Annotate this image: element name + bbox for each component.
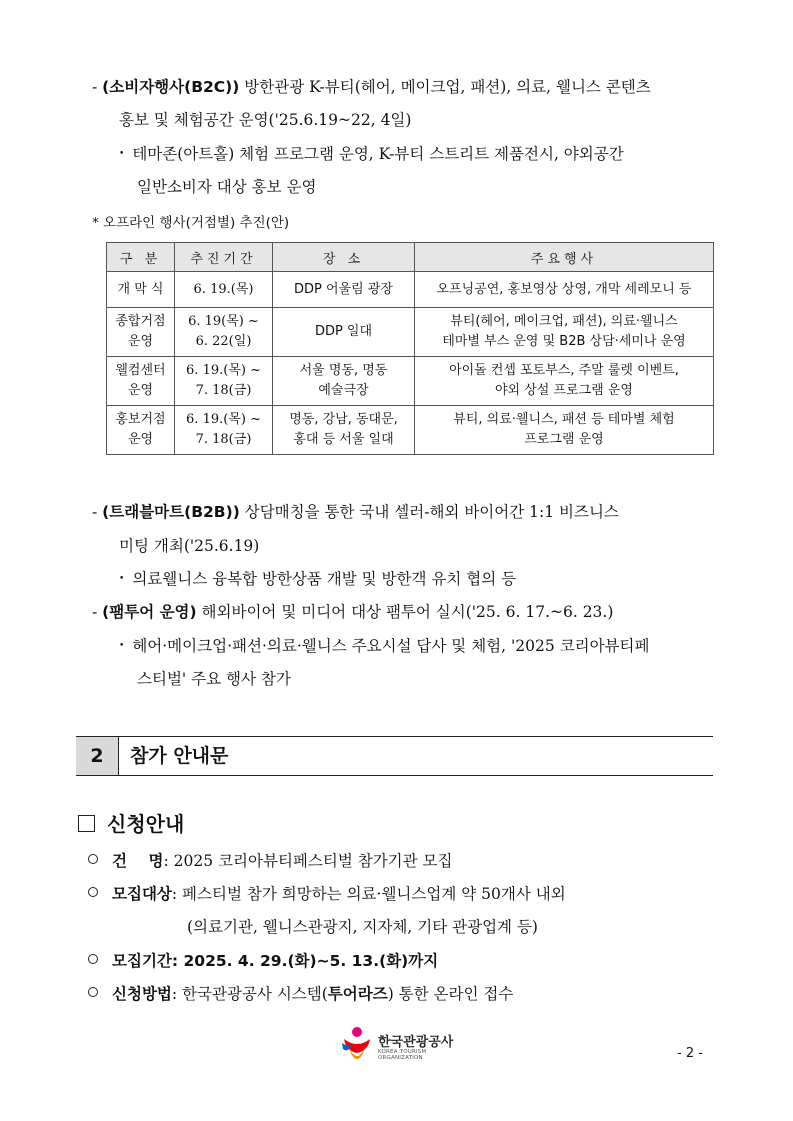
cell-period: 7. 18(금) bbox=[195, 432, 252, 447]
apply-heading-line bbox=[78, 811, 184, 837]
section-number: 2 bbox=[76, 737, 119, 775]
cell-category: 종합거점 bbox=[115, 314, 166, 329]
cell-period: 6. 19.(목) ~ bbox=[186, 412, 261, 427]
cell-category: 웰컴센터 bbox=[115, 363, 166, 378]
cell-category: 운영 bbox=[127, 334, 154, 349]
circle-bullet-icon bbox=[88, 887, 98, 897]
circle-bullet-icon bbox=[88, 987, 98, 997]
header-category: 구 분 bbox=[107, 243, 175, 272]
kto-logo bbox=[340, 1025, 470, 1065]
b2c-text-2: 홍보 및 체험공간 운영('25.6.19~22, 4일) bbox=[119, 111, 412, 129]
b2b-sub-1-text: 의료웰니스 융복합 방한상품 개발 및 방한객 유치 협의 등 bbox=[132, 570, 517, 588]
logo-subtext: KOREA TOURISM ORGANIZATION bbox=[378, 1049, 427, 1061]
table-row bbox=[107, 406, 714, 455]
apply-item bbox=[88, 983, 513, 1005]
logo-text: 한국관광공사 bbox=[378, 1035, 454, 1050]
schedule-table bbox=[106, 242, 714, 455]
cell-events: 야외 상설 프로그램 운영 bbox=[495, 383, 633, 398]
apply-item-value: : 한국관광공사 시스템( bbox=[171, 985, 328, 1003]
apply-item-value: : 2025 코리아뷰티페스티벌 참가기관 모집 bbox=[163, 852, 453, 870]
cell-period: 6. 22(일) bbox=[195, 334, 252, 349]
cell-events: 아이돌 컨셉 포토부스, 주말 룰렛 이벤트, bbox=[449, 363, 679, 378]
b2c-sub-1-text: 테마존(아트홀) 체험 프로그램 운영, K-뷰티 스트리트 제품전시, 야외공간 bbox=[132, 145, 624, 163]
apply-item bbox=[88, 950, 438, 972]
cell-place: 명동, 강남, 동대문, bbox=[289, 412, 398, 427]
b2c-sub-1: • 테마존(아트홀) 체험 프로그램 운영, K-뷰티 스트리트 제품전시, 야외공간 bbox=[119, 145, 624, 163]
b2c-line-1: - (소비자행사(B2C)) 방한관광 K-뷰티(헤어, 메이크업, 패션), 의료, 웰니스 콘텐츠 bbox=[92, 78, 651, 96]
page-number: - 2 - bbox=[677, 1046, 703, 1061]
table-row bbox=[107, 308, 714, 357]
cell-place: 홍대 등 서울 일대 bbox=[293, 432, 394, 447]
apply-item-label: 신청방법 bbox=[112, 985, 172, 1003]
cell-events: 오프닝공연, 홍보영상 상영, 개막 세레모니 등 bbox=[436, 281, 692, 297]
cell-events: 테마별 부스 운영 및 B2B 상담·세미나 운영 bbox=[442, 334, 686, 349]
b2c-label: (소비자행사(B2C)) bbox=[102, 78, 240, 96]
cell-period: 7. 18(금) bbox=[195, 383, 252, 398]
apply-item-label: 모집기간 bbox=[112, 952, 172, 970]
apply-method-bold: 투어라즈 bbox=[327, 985, 388, 1003]
famtour-text-1: 해외바이어 및 미디어 대상 팸투어 실시('25. 6. 17.~6. 23.) bbox=[196, 603, 614, 621]
b2b-text-2: 미팅 개최('25.6.19) bbox=[119, 537, 260, 555]
cell-events: 뷰티, 의료·웰니스, 패션 등 테마별 체험 bbox=[453, 412, 675, 427]
circle-bullet-icon bbox=[88, 954, 98, 964]
checkbox-square-icon bbox=[78, 815, 95, 832]
famtour-sub-1-text: 헤어·메이크업·패션·의료·웰니스 주요시설 답사 및 체험, '2025 코리아뷰티페 bbox=[132, 637, 650, 655]
cell-category: 홍보거점 bbox=[115, 412, 166, 427]
cell-place: 예술극장 bbox=[318, 383, 369, 398]
apply-item-label: 모집대상 bbox=[112, 885, 172, 903]
apply-target-cont: (의료기관, 웰니스관광지, 지자체, 기타 관광업계 등) bbox=[187, 918, 538, 936]
apply-item-value: : 2025. 4. 29.(화)~5. 13.(화)까지 bbox=[171, 952, 439, 970]
kto-logo-icon bbox=[340, 1025, 374, 1065]
famtour-line-1: - (팸투어 운영) 해외바이어 및 미디어 대상 팸투어 실시('25. 6. 17.~6. 23.) bbox=[92, 603, 614, 621]
apply-item bbox=[88, 883, 566, 905]
table-note: * 오프라인 행사(거점별) 추진(안) bbox=[92, 215, 290, 231]
b2c-text-1: 방한관광 K-뷰티(헤어, 메이크업, 패션), 의료, 웰니스 콘텐츠 bbox=[239, 78, 651, 96]
cell-period: 6. 19(목) ~ bbox=[188, 314, 259, 329]
cell-events: 프로그램 운영 bbox=[524, 432, 604, 447]
famtour-sub-1: • 헤어·메이크업·패션·의료·웰니스 주요시설 답사 및 체험, '2025 코리아뷰티페 bbox=[119, 637, 650, 655]
section-header bbox=[76, 736, 713, 776]
b2b-sub-1: • 의료웰니스 융복합 방한상품 개발 및 방한객 유치 협의 등 bbox=[119, 570, 517, 588]
cell-category: 운영 bbox=[127, 383, 154, 398]
cell-place: DDP 어울림 광장 bbox=[294, 281, 393, 297]
apply-item bbox=[88, 850, 453, 872]
b2c-sub-2: 일반소비자 대상 홍보 운영 bbox=[137, 178, 317, 196]
section-title: 참가 안내문 bbox=[130, 745, 229, 767]
b2b-line-1: - (트래블마트(B2B)) 상담매칭을 통한 국내 셀러-해외 바이어간 1:1 비즈니스 bbox=[92, 503, 619, 521]
apply-heading: 신청안내 bbox=[107, 812, 185, 836]
cell-place: DDP 일대 bbox=[314, 324, 373, 339]
famtour-sub-2: 스티벌' 주요 행사 참가 bbox=[137, 670, 291, 688]
apply-item-label: 건 명 bbox=[112, 852, 164, 870]
table-row bbox=[107, 357, 714, 406]
header-events: 주요행사 bbox=[415, 243, 714, 272]
cell-place: 서울 명동, 명동 bbox=[299, 363, 388, 378]
cell-period: 6. 19.(목) ~ bbox=[186, 363, 261, 378]
famtour-label: (팸투어 운영) bbox=[102, 603, 197, 621]
b2b-text-1: 상담매칭을 통한 국내 셀러-해외 바이어간 1:1 비즈니스 bbox=[239, 503, 619, 521]
header-period: 추진기간 bbox=[175, 243, 273, 272]
cell-period: 6. 19.(목) bbox=[193, 281, 254, 297]
b2b-label: (트래블마트(B2B)) bbox=[102, 503, 240, 521]
circle-bullet-icon bbox=[88, 854, 98, 864]
table-row bbox=[107, 272, 714, 308]
cell-events: 뷰티(헤어, 메이크업, 패션), 의료·웰니스 bbox=[450, 314, 678, 329]
apply-item-value: : 페스티벌 참가 희망하는 의료·웰니스업계 약 50개사 내외 bbox=[171, 885, 566, 903]
header-place: 장 소 bbox=[273, 243, 415, 272]
apply-method-tail: ) 통한 온라인 접수 bbox=[387, 985, 514, 1003]
cell-category: 개 막 식 bbox=[117, 281, 164, 297]
cell-category: 운영 bbox=[127, 432, 154, 447]
table-header-row bbox=[107, 243, 714, 272]
